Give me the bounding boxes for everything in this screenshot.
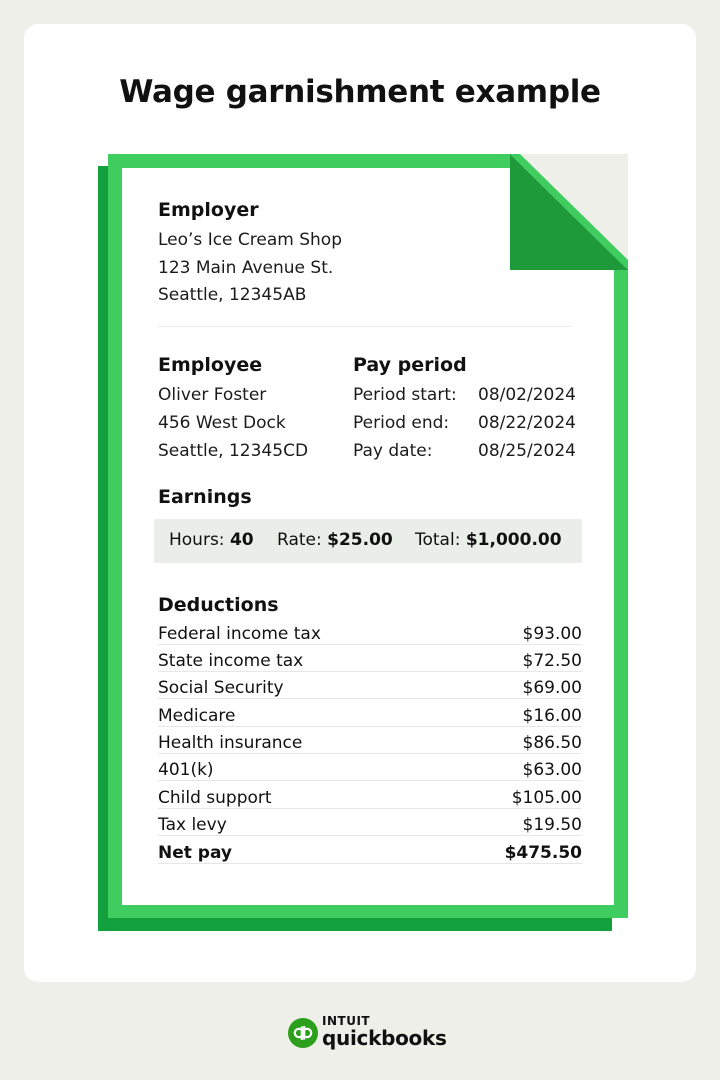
earnings-hours <box>169 530 254 550</box>
deduction-label: State income tax <box>158 651 304 671</box>
net-pay-label: Net pay <box>158 843 233 863</box>
period-end-label: Period end: <box>353 413 450 433</box>
deduction-amount: $72.50 <box>522 651 582 671</box>
hours-label: Hours: <box>169 530 225 550</box>
employee-address-line2: Seattle, 12345CD <box>158 441 309 461</box>
deduction-row <box>158 678 582 702</box>
deduction-row <box>158 706 582 730</box>
quickbooks-logo <box>288 1014 447 1054</box>
deduction-label: Child support <box>158 788 272 808</box>
deduction-amount: $105.00 <box>511 788 582 808</box>
employer-name: Leo’s Ice Cream Shop <box>158 230 343 250</box>
employer-heading: Employer <box>158 199 259 221</box>
deduction-label: Federal income tax <box>158 624 321 644</box>
deduction-row <box>158 733 582 757</box>
deduction-label: Health insurance <box>158 733 303 753</box>
rate-label: Rate: <box>277 530 322 550</box>
employee-heading: Employee <box>158 354 263 376</box>
dotted-leader <box>158 808 582 809</box>
page-fold-icon <box>510 154 628 270</box>
deduction-label: Social Security <box>158 678 284 698</box>
employer-address-line1: 123 Main Avenue St. <box>158 258 334 278</box>
deduction-row <box>158 651 582 675</box>
dotted-leader <box>158 753 582 754</box>
period-end-value: 08/22/2024 <box>478 413 576 433</box>
deduction-row <box>158 788 582 812</box>
net-pay-row <box>158 843 582 867</box>
dotted-leader <box>158 835 582 836</box>
deduction-label: 401(k) <box>158 760 214 780</box>
page-title: Wage garnishment example <box>119 74 601 110</box>
employee-address-line1: 456 West Dock <box>158 413 286 433</box>
quickbooks-logo-icon <box>288 1018 318 1048</box>
pay-period-heading: Pay period <box>353 354 467 376</box>
period-start-value: 08/02/2024 <box>478 385 576 405</box>
employee-name: Oliver Foster <box>158 385 267 405</box>
earnings-rate <box>277 530 393 550</box>
pay-date-value: 08/25/2024 <box>478 441 576 461</box>
logo-quickbooks-text: quickbooks <box>322 1026 447 1050</box>
dotted-leader <box>158 671 582 672</box>
dotted-leader <box>158 863 582 864</box>
deduction-amount: $69.00 <box>522 678 582 698</box>
dotted-leader <box>158 726 582 727</box>
deduction-row <box>158 624 582 648</box>
total-label: Total: <box>415 530 461 550</box>
deduction-amount: $16.00 <box>522 706 582 726</box>
net-pay-amount: $475.50 <box>504 843 582 863</box>
dotted-leader <box>158 644 582 645</box>
deduction-amount: $63.00 <box>522 760 582 780</box>
deduction-row <box>158 815 582 839</box>
dotted-leader <box>158 780 582 781</box>
rate-value: $25.00 <box>327 530 393 550</box>
deduction-row <box>158 760 582 784</box>
deduction-label: Tax levy <box>158 815 227 835</box>
logo-intuit-text: INTUIT <box>322 1014 371 1028</box>
deduction-amount: $86.50 <box>522 733 582 753</box>
deduction-amount: $19.50 <box>522 815 582 835</box>
earnings-heading: Earnings <box>158 486 252 508</box>
deduction-label: Medicare <box>158 706 236 726</box>
earnings-total <box>415 530 562 550</box>
employer-address-line2: Seattle, 12345AB <box>158 285 307 305</box>
hours-value: 40 <box>229 530 254 550</box>
deduction-amount: $93.00 <box>522 624 582 644</box>
deductions-heading: Deductions <box>158 594 279 616</box>
total-value: $1,000.00 <box>465 530 562 550</box>
section-divider <box>158 326 572 327</box>
dotted-leader <box>158 698 582 699</box>
pay-date-label: Pay date: <box>353 441 433 461</box>
period-start-label: Period start: <box>353 385 457 405</box>
